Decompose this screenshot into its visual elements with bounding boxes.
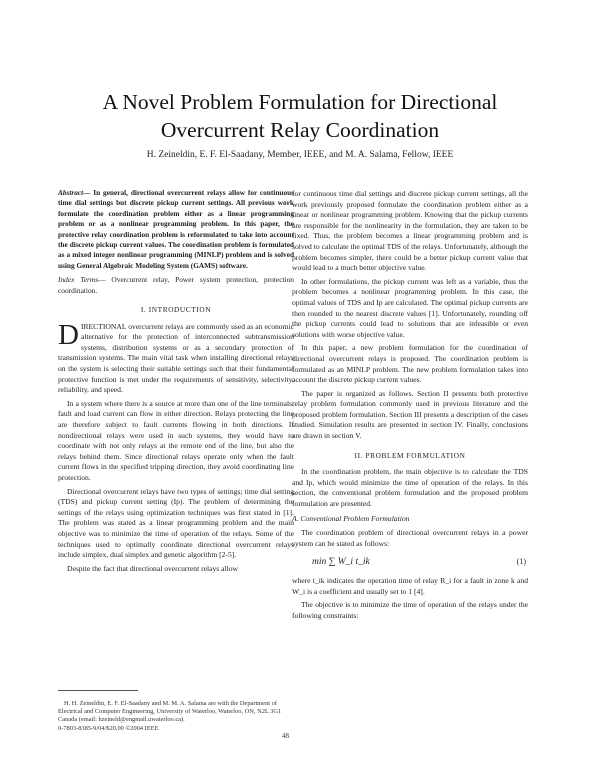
problem-paragraph-1: In the coordination problem, the main objective is to calculate the TDS and Ip, which would minimize the time of operation of the relays. In this section, the conventional problem formulation and the proposed problem formulation are presented. [292,467,528,509]
right-paragraph-2: In other formulations, the pickup current was left as a variable, thus the problem becomes a nonlinear programming problem. In this case, the optimal values of TDS and Ip are calculated. The optimal pickup currents are then rounded to the nearest discrete values [1]. Unfortunately, rounding off the pickup currents could lead to solutions that are infeasible or even solutions with worse objective value. [292,276,528,339]
author-line: H. Zeineldin, E. F. El-Saadany, Member, IEEE, and M. A. Salama, Fellow, IEEE [146,150,454,160]
abstract [58,188,294,271]
footnote [58,700,294,733]
intro-paragraph-1-text: IRECTIONAL overcurrent relays are commonly used as an economic alternative for the protection of interconnected subtransmission systems, distribution systems or as a secondary protection of transmission systems. The main vital task when installing directional relays on the system is selecting their suitable settings such that their fundamental protective function is met under the requirements of sensitivity, selectivity, reliability, and speed. [58,321,294,395]
intro-paragraph-1 [58,318,294,396]
equation-number: (1) [516,557,526,567]
abstract-lead: Abstract [58,188,84,197]
right-column [292,189,528,624]
section-heading-problem-formulation: II. PROBLEM FORMULATION [354,450,466,460]
intro-paragraph-3: Directional overcurrent relays have two types of settings; time dial setting (TDS) and pickup current setting (Ip). The problem of determining the settings of the relays using optimization techniques was first stated in [1]. The problem was stated as a linear programming problem and the main objective was to minimize the time of operation of the relays. Some of the techniques used to optimally coordinate directional overcurrent relays include simplex, dual simplex and genetic algorithm [2-5]. [58,486,294,560]
footnote-isbn: 0-7803-8385-9/04/$20.00 ©2004 IEEE [58,724,159,732]
intro-paragraph-4: Despite the fact that directional overcurrent relays allow [67,563,238,573]
right-paragraph-1: for continuous time dial settings and discrete pickup current settings, all the work previously proposed formulate the coordination problem either as a linear or nonlinear programming problem. Knowing that the pickup currents are responsible for the nonlinearity in the formulation, they are taken to be fixed. Thus, the problem becomes a linear programming problem and is solved to calculate the optimal TDS of the relays. Unfortunately, although the problem becomes simpler, there could be a better pickup current value that would lead to a much better objective value. [292,189,528,273]
index-terms-lead: Index Terms [58,275,99,285]
paper-title [40,88,560,144]
abstract-text: — In general, directional overcurrent relays allow for continuous time dial settings but discrete pickup current settings. All previous work formulate the coordination problem either as a linear programming problem or as a nonlinear programming problem. In this paper, the protective relay coordination problem is reformulated to take into account the discrete pickup current values. The coordination problem is formulated as a mixed integer nonlinear programming (MINLP) problem and is solved using General Algebraic Modeling System (GAMS) software. [58,188,294,270]
subsection-heading-conventional: A. Conventional Problem Formulation [292,513,410,523]
equation-1 [292,557,528,568]
right-paragraph-3: In this paper, a new problem formulation for the coordination of directional overcurrent relays is proposed. The coordination problem is formulated as an MINLP problem. The new problem formulation takes into account the discrete pickup current values. [292,343,528,385]
footnote-rule [58,690,138,691]
conventional-paragraph-3: The objective is to minimize the time of operation of the relays under the following constraints: [292,600,528,620]
equation-body: min ∑ W_i t_ik [312,557,370,568]
intro-paragraph-2: In a system where there is a source at more than one of the line terminals, fault and load current can flow in either direction. Relays protecting the line are therefore subject to fault currents flowing in both directions. If nondirectional relays were used in such systems, they would have to coordinate with not only relays at the remote end of the line, but also the relays behind them. Since directional relays operate only when the fault current flows in the specified tripping direction, they avoid coordinating line protection. [58,398,294,482]
page-number: 48 [282,732,289,740]
left-column [58,188,294,577]
index-terms [58,275,294,296]
footnote-affiliation: H. H. Zeineldin, E. F. El-Saadany and M. M. A. Salama are with the Department of Electrical and Computer Engineering, University of Waterloo, Waterloo, ON, N2L 3G1 Canada (email: hzeineld@engmail.uwaterloo.ca). [58,700,282,724]
section-heading-introduction: I. INTRODUCTION [140,305,212,315]
index-terms-text: — Overcurrent relay, Power system protection, protection coordination. [58,275,294,295]
drop-cap: D [58,318,79,351]
conventional-paragraph-1: The coordination problem of directional overcurrent relays in a power system can be stated as follows: [292,528,528,548]
conventional-paragraph-2: where t_ik indicates the operation time of relay R_i for a fault in zone k and W_i is a coefficient and usually set to 1 [4]. [292,576,528,596]
right-paragraph-4: The paper is organized as follows. Section II presents both protective relay problem formulation commonly used in previous literature and the proposed problem formulation. Section III presents a description of the cases studied. Simulation results are presented in section IV. Finally, conclusions are drawn in section V. [292,388,528,441]
title-line-1: A Novel Problem Formulation for Directional [102,90,498,114]
title-line-2: Overcurrent Relay Coordination [160,118,440,142]
